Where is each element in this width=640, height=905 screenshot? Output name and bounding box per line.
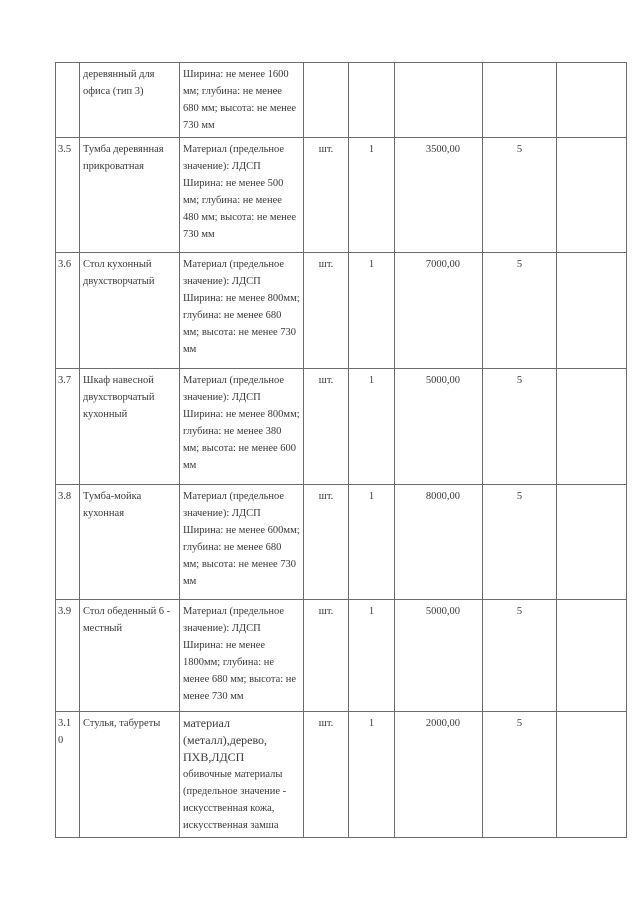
- empty-cell: [557, 600, 627, 712]
- row-number: 3.9: [56, 600, 80, 712]
- quantity: 1: [349, 485, 395, 600]
- table-row: [56, 63, 627, 138]
- table-row: [56, 369, 627, 485]
- item-count: 5: [483, 712, 557, 838]
- unit-of-measure: шт.: [304, 253, 349, 369]
- spec-line: Ширина: не менее 1600 мм; глубина: не менее 680 мм; высота: не менее 730 мм: [183, 69, 297, 131]
- spec-line: Ширина: не менее 800мм; глубина: не менее 680 мм; высота: не менее 730 мм: [183, 293, 300, 355]
- unit-of-measure: шт.: [304, 369, 349, 485]
- spec-line: Ширина: не менее 500 мм; глубина: не менее 480 мм; высота: не менее 730 мм: [183, 178, 297, 240]
- spec-line: обивочные материалы (предельное значение - искусственная кожа, искусственная замша: [183, 769, 287, 831]
- item-specification: [180, 253, 304, 369]
- unit-of-measure: шт.: [304, 138, 349, 253]
- unit-price: 8000,00: [395, 485, 483, 600]
- item-name: Стол кухонный двухстворчатый: [80, 253, 180, 369]
- item-count: 5: [483, 485, 557, 600]
- unit-price: 2000,00: [395, 712, 483, 838]
- unit-price: 7000,00: [395, 253, 483, 369]
- item-count: 5: [483, 253, 557, 369]
- item-specification: [180, 485, 304, 600]
- item-name: Шкаф навесной двухстворчатый кухонный: [80, 369, 180, 485]
- row-number: 3.6: [56, 253, 80, 369]
- row-number: 3.8: [56, 485, 80, 600]
- unit-price: 5000,00: [395, 369, 483, 485]
- empty-cell: [557, 712, 627, 838]
- unit-price: 5000,00: [395, 600, 483, 712]
- row-number: 3.5: [56, 138, 80, 253]
- item-specification: [180, 712, 304, 838]
- spec-line: Ширина: не менее 800мм; глубина: не менее 380 мм; высота: не менее 600 мм: [183, 409, 300, 471]
- unit-of-measure: шт.: [304, 600, 349, 712]
- empty-cell: [557, 63, 627, 138]
- table-row: [56, 138, 627, 253]
- item-name: Стулья, табуреты: [80, 712, 180, 838]
- table-row: [56, 253, 627, 369]
- unit-of-measure: шт.: [304, 712, 349, 838]
- unit-price: [395, 63, 483, 138]
- quantity: [349, 63, 395, 138]
- quantity: 1: [349, 369, 395, 485]
- row-number: [56, 63, 80, 138]
- row-number: 3.7: [56, 369, 80, 485]
- item-specification: [180, 63, 304, 138]
- empty-cell: [557, 485, 627, 600]
- item-name: Стол обеденный 6 - местный: [80, 600, 180, 712]
- spec-line: Ширина: не менее 1800мм; глубина: не менее 680 мм; высота: не менее 730 мм: [183, 640, 297, 702]
- table-row: [56, 712, 627, 838]
- empty-cell: [557, 138, 627, 253]
- unit-of-measure: шт.: [304, 485, 349, 600]
- specification-table: [55, 62, 627, 838]
- quantity: 1: [349, 138, 395, 253]
- item-count: 5: [483, 138, 557, 253]
- empty-cell: [557, 253, 627, 369]
- quantity: 1: [349, 712, 395, 838]
- spec-line: Материал (предельное значение): ЛДСП: [183, 491, 285, 519]
- item-specification: [180, 138, 304, 253]
- item-specification: [180, 369, 304, 485]
- spec-line: ПХВ,ЛДСП: [183, 750, 245, 764]
- spec-line: Материал (предельное значение): ЛДСП: [183, 259, 285, 287]
- table-row: [56, 485, 627, 600]
- spec-line: Материал (предельное значение): ЛДСП: [183, 144, 285, 172]
- item-specification: [180, 600, 304, 712]
- row-number: 3.10: [56, 712, 80, 838]
- quantity: 1: [349, 253, 395, 369]
- item-name: Тумба деревянная прикроватная: [80, 138, 180, 253]
- spec-line: материал (металл),дерево,: [183, 716, 268, 747]
- table-row: [56, 600, 627, 712]
- spec-line: Материал (предельное значение): ЛДСП: [183, 606, 285, 634]
- item-count: [483, 63, 557, 138]
- quantity: 1: [349, 600, 395, 712]
- item-count: 5: [483, 369, 557, 485]
- unit-price: 3500,00: [395, 138, 483, 253]
- item-count: 5: [483, 600, 557, 712]
- spec-line: Материал (предельное значение): ЛДСП: [183, 375, 285, 403]
- item-name: Тумба-мойка кухонная: [80, 485, 180, 600]
- spec-line: Ширина: не менее 600мм; глубина: не менее 680 мм; высота: не менее 730 мм: [183, 525, 300, 587]
- unit-of-measure: [304, 63, 349, 138]
- item-name: деревянный для офиса (тип 3): [80, 63, 180, 138]
- empty-cell: [557, 369, 627, 485]
